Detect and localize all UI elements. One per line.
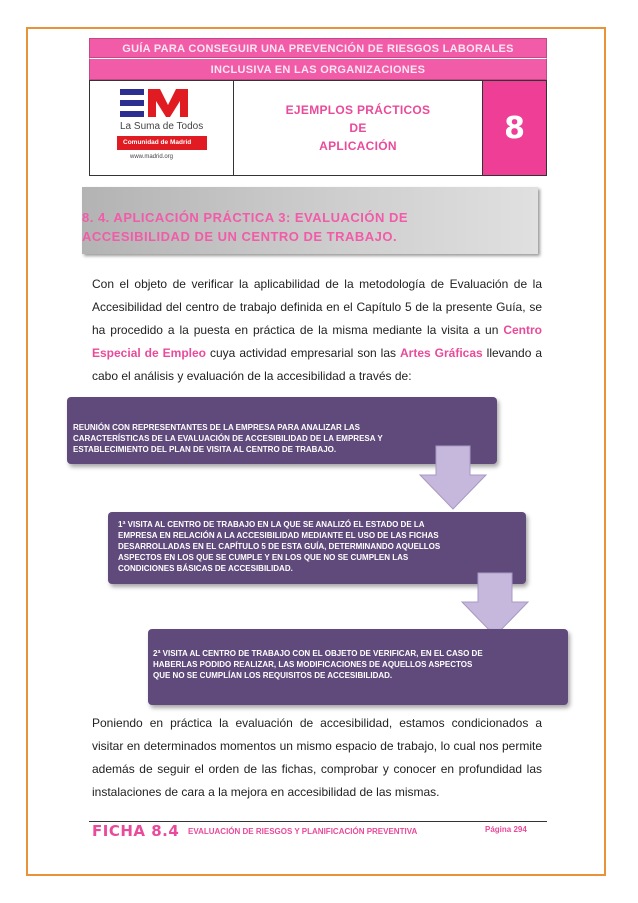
footer-page-number: Página 294 [485,825,527,834]
logo-tagline: La Suma de Todos [120,121,204,132]
flow-step-line: CARACTERÍSTICAS DE LA EVALUACIÓN DE ACCESIBILIDAD DE LA EMPRESA Y [73,434,383,443]
intro-paragraph [92,273,542,388]
flow-step-line: DESARROLLADAS EN EL CAPÍTULO 5 DE ESTA GUÍA, DETERMINANDO AQUELLOS [118,542,441,551]
conclusion-paragraph: Poniendo en práctica la evaluación de accesibilidad, estamos condicionados a visitar en determinados momentos un mismo espacio de trabajo, lo cual nos permite además de seguir el orden de las fichas, comprobar y conocer en profundidad las instalaciones de cara a la mejora en accesibilidad de las mismas. [92,716,542,799]
section-title-line1: 8. 4. APLICACIÓN PRÁCTICA 3: EVALUACIÓN DE [82,210,409,225]
logo-org: Comunidad de Madrid [117,136,207,150]
chapter-title-line: DE [349,121,367,135]
em-logo-icon [112,87,212,119]
flow-step-line: ASPECTOS EN LOS QUE SE CUMPLE Y EN LOS QUE NO SE CUMPLEN LAS [118,553,409,562]
section-title [82,208,522,246]
highlight-centro-especial: Centro Especial de Empleo [92,323,542,360]
intro-text: Con el objeto de verificar la aplicabilidad de la metodología de Evaluación de la Accesibilidad del centro de trabajo definida en el Capítulo 5 de la presente Guía, se ha procedido a la puesta en práctica de la misma mediante la visita a un [92,277,542,337]
flow-step-line: EMPRESA EN RELACIÓN A LA ACCESIBILIDAD MEDIANTE EL USO DE LAS FICHAS [118,531,439,540]
highlight-artes-graficas: Artes Gráficas [399,346,483,360]
logo-url: www.madrid.org [130,154,174,160]
flow-step-line: ESTABLECIMIENTO DEL PLAN DE VISITA AL CENTRO DE TRABAJO. [73,445,337,454]
comunidad-madrid-logo [90,81,234,175]
intro-text: llevando a cabo el análisis y evaluación de la accesibilidad a través de: [92,346,543,383]
flow-step-3 [148,629,568,705]
flow-step-line: HABERLAS PODIDO REALIZAR, LAS MODIFICACIONES DE AQUELLOS ASPECTOS [153,660,473,669]
chapter-title-line: EJEMPLOS PRÁCTICOS [285,103,431,117]
flow-step-line: 2ª VISITA AL CENTRO DE TRABAJO CON EL OBJETO DE VERIFICAR, EN EL CASO DE [153,649,483,658]
header-banner [89,80,547,176]
flow-step-line: 1ª VISITA AL CENTRO DE TRABAJO EN LA QUE SE ANALIZÓ EL ESTADO DE LA [118,520,425,529]
header-line1: GUÍA PARA CONSEGUIR UNA PREVENCIÓN DE RIESGOS LABORALES [89,38,547,58]
chapter-number-badge [483,81,546,175]
chapter-title-line: APLICACIÓN [319,139,397,153]
chapter-title [234,81,483,175]
flow-step-line: QUE NO SE CUMPLÍAN LOS REQUISITOS DE ACCESIBILIDAD. [153,671,393,680]
flow-step-line: CONDICIONES BÁSICAS DE ACCESIBILIDAD. [118,564,293,573]
chapter-number: 8 [504,110,525,146]
flow-arrow-icon [418,445,488,511]
intro-text: cuya actividad empresarial son las [206,346,400,360]
flow-step-line: REUNIÓN CON REPRESENTANTES DE LA EMPRESA PARA ANALIZAR LAS [73,423,360,432]
footer-ficha-label: FICHA 8.4 [92,822,180,840]
section-title-line2: ACCESIBILIDAD DE UN CENTRO DE TRABAJO. [82,229,398,244]
footer-section-name: EVALUACIÓN DE RIESGOS Y PLANIFICACIÓN PREVENTIVA [188,827,418,836]
header-line2: INCLUSIVA EN LAS ORGANIZACIONES [89,58,547,80]
